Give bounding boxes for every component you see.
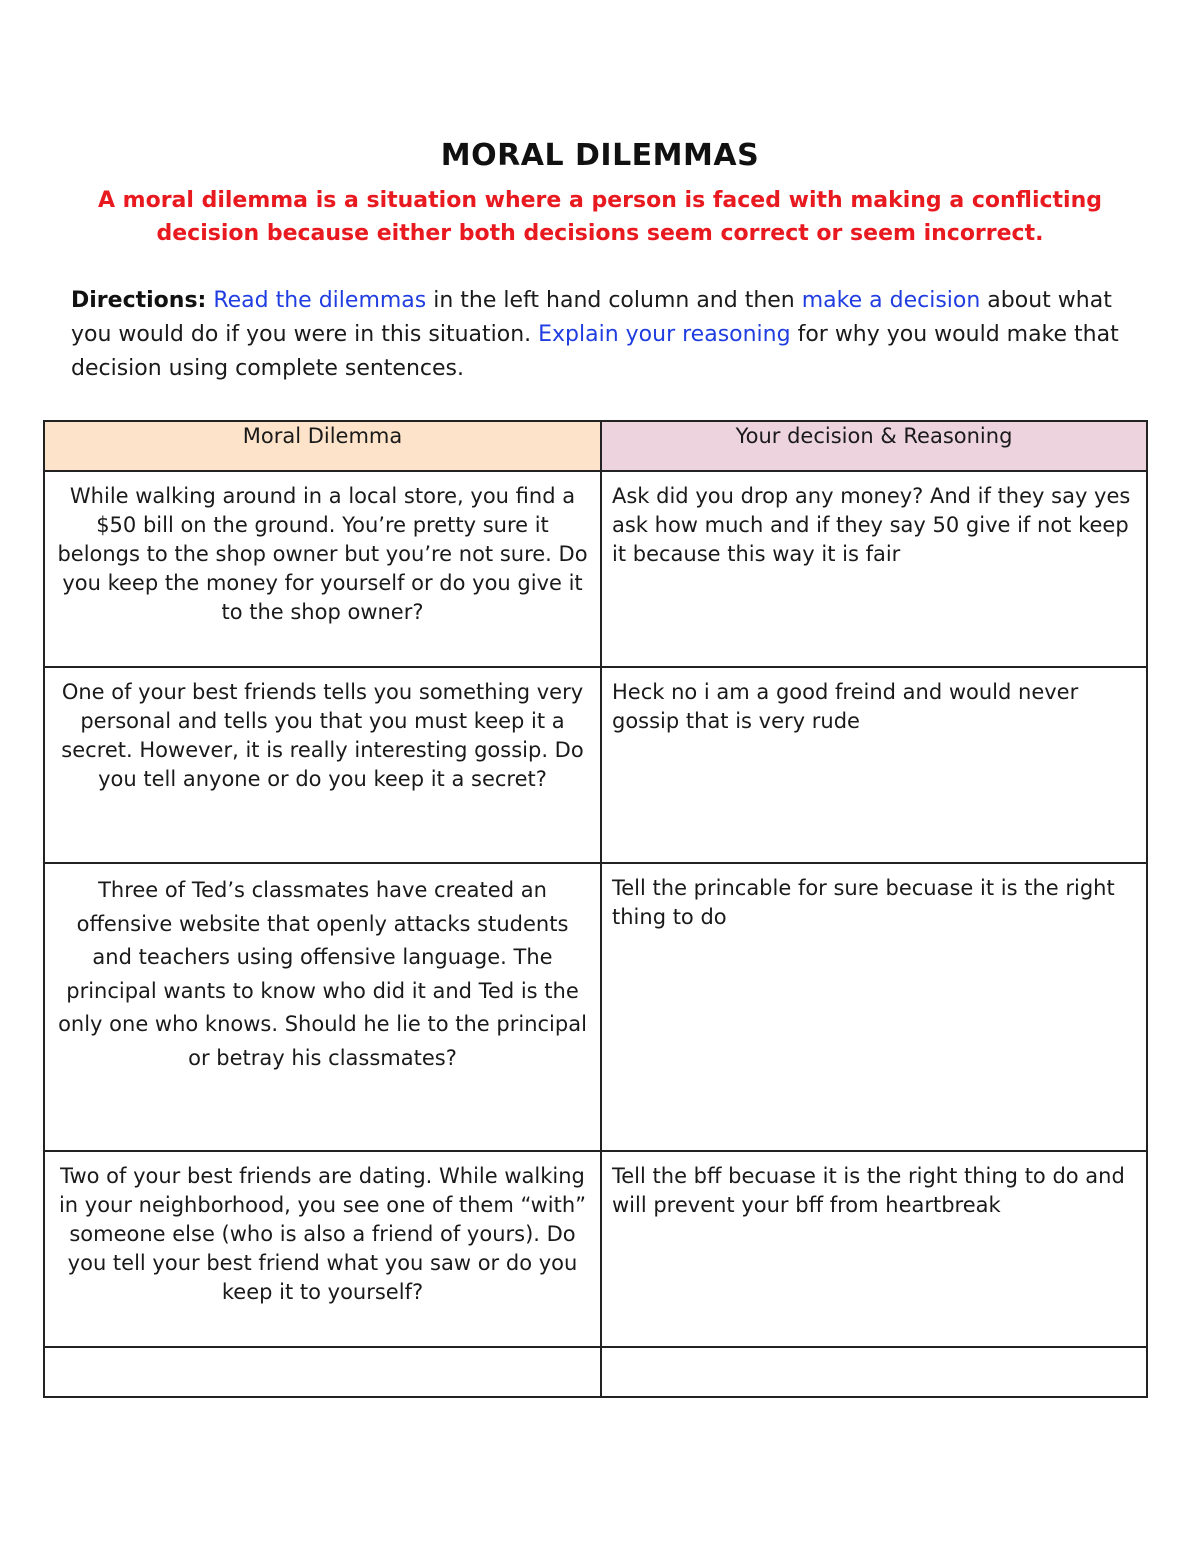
directions-text: for why you would make that decision using complete sentences.	[71, 322, 1119, 381]
table-row	[44, 667, 1147, 863]
column-header-decision-reasoning: Your decision & Reasoning	[601, 421, 1147, 471]
table-row	[44, 471, 1147, 667]
directions-highlight-read: Read the dilemmas	[213, 288, 427, 313]
directions-highlight-explain: Explain your reasoning	[538, 322, 791, 347]
dilemma-cell: Three of Ted’s classmates have created an offensive website that openly attacks students and teachers using offensive language. The principal wants to know who did it and Ted is the only one who knows. Should he lie to the principal or betray his classmates?	[44, 863, 601, 1151]
table-row	[44, 863, 1147, 1151]
column-header-moral-dilemma: Moral Dilemma	[44, 421, 601, 471]
answer-cell[interactable]: Tell the princable for sure becuase it is the right thing to do	[601, 863, 1147, 1151]
answer-cell-empty[interactable]	[601, 1347, 1147, 1397]
dilemma-table	[43, 420, 1148, 1398]
dilemma-cell: One of your best friends tells you something very personal and tells you that you must keep it a secret. However, it is really interesting gossip. Do you tell anyone or do you keep it a secret?	[44, 667, 601, 863]
directions-paragraph	[71, 284, 1141, 386]
directions-text: about what you would do if you were in this situation.	[71, 288, 1112, 347]
table-row-empty	[44, 1347, 1147, 1397]
dilemma-cell-empty	[44, 1347, 601, 1397]
answer-cell[interactable]: Ask did you drop any money? And if they say yes ask how much and if they say 50 give if not keep it because this way it is fair	[601, 471, 1147, 667]
definition-text: A moral dilemma is a situation where a person is faced with making a conflicting decision because either both decisions seem correct or seem incorrect.	[97, 188, 1103, 246]
answer-cell[interactable]: Tell the bff becuase it is the right thing to do and will prevent your bff from heartbreak	[601, 1151, 1147, 1347]
dilemma-cell: Two of your best friends are dating. While walking in your neighborhood, you see one of them “with” someone else (who is also a friend of yours). Do you tell your best friend what you saw or do you keep it to yourself?	[44, 1151, 601, 1347]
table-header-row	[44, 421, 1147, 471]
directions-highlight-decision: make a decision	[801, 288, 981, 313]
dilemma-cell: While walking around in a local store, you find a $50 bill on the ground. You’re pretty sure it belongs to the shop owner but you’re not sure. Do you keep the money for yourself or do you give it to the shop owner?	[44, 471, 601, 667]
table-row	[44, 1151, 1147, 1347]
directions-label: Directions:	[71, 288, 207, 313]
page-title: MORAL DILEMMAS	[440, 138, 760, 173]
directions-text: in the left hand column and then	[426, 288, 802, 313]
answer-cell[interactable]: Heck no i am a good freind and would never gossip that is very rude	[601, 667, 1147, 863]
